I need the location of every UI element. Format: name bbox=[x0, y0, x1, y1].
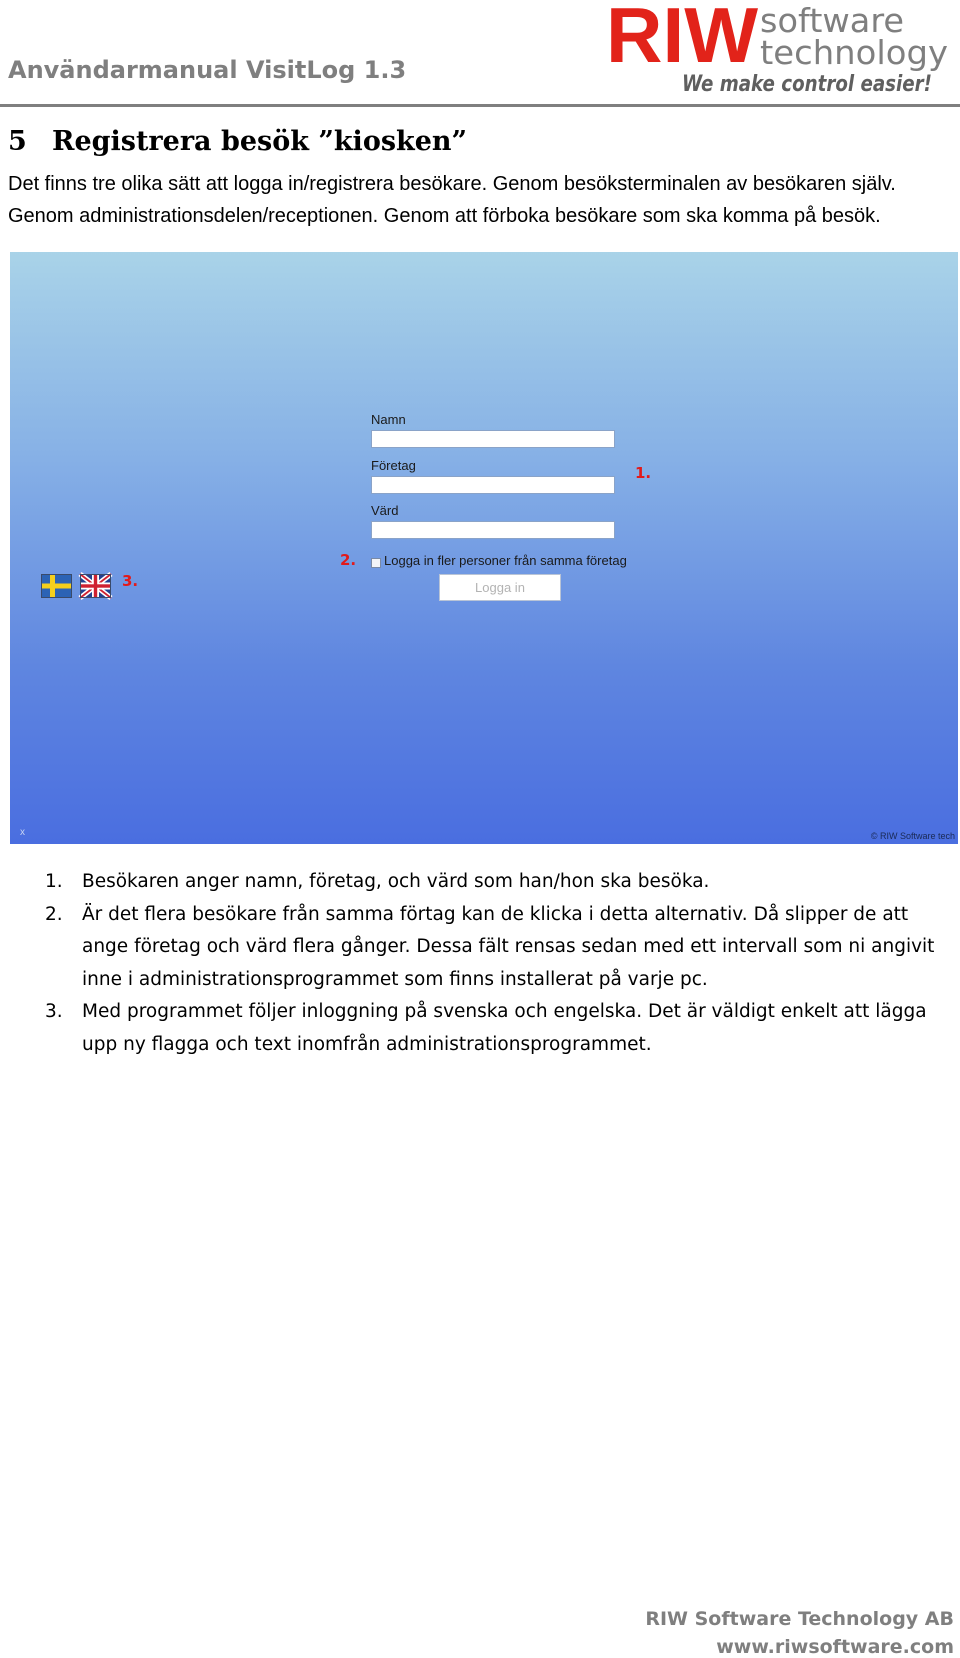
kiosk-close-button[interactable]: x bbox=[20, 827, 25, 838]
list-item-text: Besökaren anger namn, företag, och värd som han/hon ska besöka. bbox=[82, 871, 710, 892]
list-item bbox=[0, 996, 960, 1061]
steps-list bbox=[0, 866, 960, 1061]
list-item-number: 2. bbox=[45, 903, 63, 925]
list-item bbox=[0, 866, 960, 899]
list-item-text: Med programmet följer inloggning på svenska och engelska. Det är väldigt enkelt att lägga upp ny flagga och text inomfrån administrationsprogrammet. bbox=[82, 1001, 927, 1055]
logo-line1: software bbox=[760, 1, 904, 40]
section-number: 5 bbox=[8, 126, 27, 157]
section-title: Registrera besök ”kiosken” bbox=[52, 126, 468, 157]
intro-paragraph: Det finns tre olika sätt att logga in/registrera besökare. Genom besöksterminalen av besökaren själv. Genom administrationsdelen/receptionen. Genom att förboka besökare som ska komma på besök. bbox=[8, 173, 896, 227]
list-item-number: 1. bbox=[45, 871, 63, 892]
uk-flag-icon[interactable] bbox=[80, 574, 111, 598]
kiosk-name-input[interactable] bbox=[371, 430, 615, 448]
marker-1: 1. bbox=[635, 464, 652, 482]
list-item-text: Är det flera besökare från samma förtag kan de klicka i detta alternativ. Då slipper de att ange företag och värd flera gånger. Dessa fält rensas sedan med ett intervall som ni angivit inne i administrationsprogrammet som finns installerat på varje pc. bbox=[82, 903, 935, 990]
section-heading bbox=[8, 126, 467, 157]
kiosk-host-label: Värd bbox=[371, 503, 399, 518]
list-item bbox=[0, 899, 960, 997]
footer-url[interactable]: www.riwsoftware.com bbox=[716, 1636, 954, 1658]
doc-title: Användarmanual VisitLog 1.3 bbox=[8, 56, 407, 84]
login-button[interactable]: Logga in bbox=[439, 574, 561, 601]
sweden-flag-icon[interactable] bbox=[41, 574, 72, 598]
kiosk-company-label: Företag bbox=[371, 458, 416, 473]
logo-line2: technology bbox=[760, 33, 948, 72]
kiosk-copyright: © RIW Software tech bbox=[870, 831, 955, 841]
list-item-number: 3. bbox=[45, 1001, 63, 1022]
footer-company: RIW Software Technology AB bbox=[645, 1608, 954, 1630]
kiosk-company-input[interactable] bbox=[371, 476, 615, 494]
multi-visitor-label: Logga in fler personer från samma företag bbox=[384, 553, 627, 568]
riw-logo bbox=[608, 2, 950, 98]
kiosk-name-label: Namn bbox=[371, 412, 406, 427]
multi-visitor-checkbox[interactable] bbox=[371, 558, 381, 568]
marker-3: 3. bbox=[122, 572, 139, 590]
marker-2: 2. bbox=[340, 551, 357, 569]
logo-brand: RIW bbox=[606, 0, 759, 79]
kiosk-host-input[interactable] bbox=[371, 521, 615, 539]
kiosk-screenshot bbox=[10, 252, 958, 844]
header-rule bbox=[0, 104, 960, 107]
logo-slogan: We make control easier! bbox=[682, 72, 932, 97]
